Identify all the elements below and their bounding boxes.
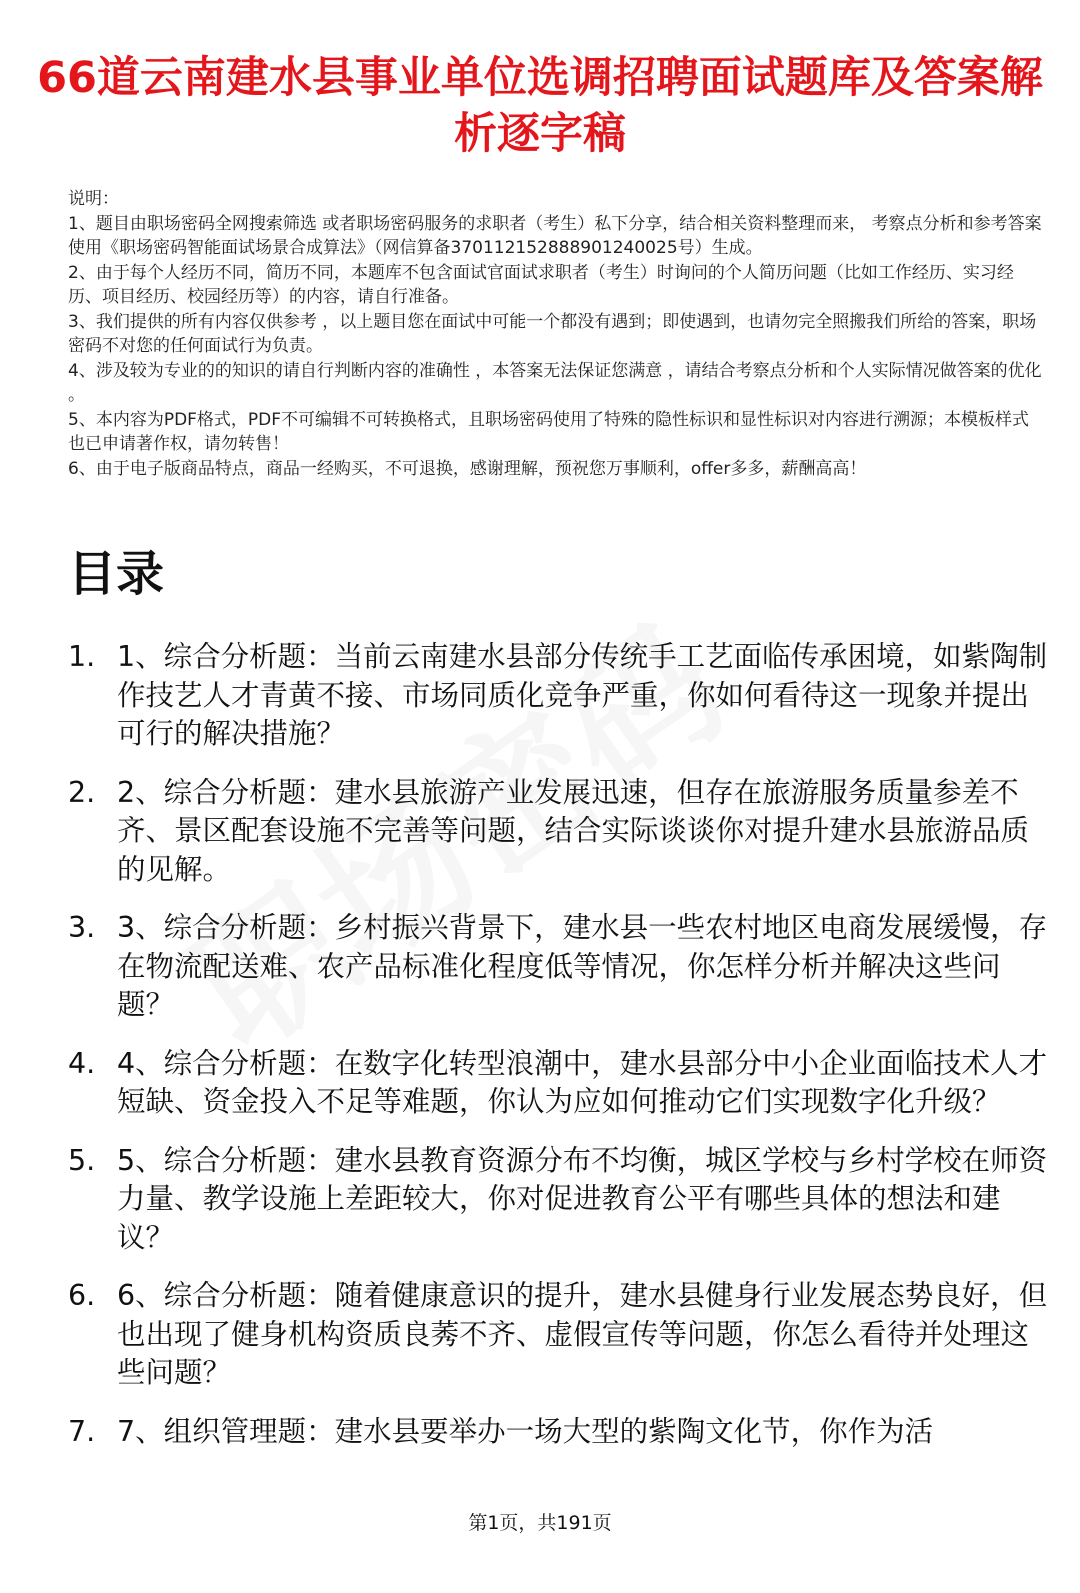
toc-item-text[interactable]: 6、综合分析题：随着健康意识的提升，建水县健身行业发展态势良好，但也出现了健身机构资质良莠不齐、虚假宣传等问题，你怎么看待并处理这些问题？ xyxy=(117,1279,1048,1389)
toc-item-number: 3. xyxy=(68,911,96,944)
document-title: 66道云南建水县事业单位选调招聘面试题库及答案解析逐字稿 xyxy=(37,53,1043,159)
toc-item[interactable] xyxy=(68,1045,1053,1122)
toc-item-text[interactable]: 2、综合分析题：建水县旅游产业发展迅速，但存在旅游服务质量参差不齐、景区配套设施不完善等问题，结合实际谈谈你对提升建水县旅游品质的见解。 xyxy=(117,775,1030,886)
toc-item-text[interactable]: 4、综合分析题：在数字化转型浪潮中，建水县部分中小企业面临技术人才短缺、资金投入不足等难题，你认为应如何推动它们实现数字化升级？ xyxy=(117,1046,1048,1118)
toc-item[interactable] xyxy=(68,774,1053,890)
toc-item-number: 1. xyxy=(68,640,96,673)
toc-item[interactable] xyxy=(68,1142,1053,1258)
toc-item[interactable] xyxy=(68,1277,1053,1393)
toc-item-text[interactable]: 3、综合分析题：乡村振兴背景下，建水县一些农村地区电商发展缓慢，存在物流配送难、农产品标准化程度低等情况，你怎样分析并解决这些问题？ xyxy=(117,911,1048,1021)
toc-item-text[interactable]: 7、组织管理题：建水县要举办一场大型的紫陶文化节，你作为活 xyxy=(117,1414,934,1448)
toc-item-number: 5. xyxy=(68,1143,96,1177)
note-item: 4、涉及较为专业的的知识的请自行判断内容的准确性 ，本答案无法保证您满意 ，请结合考察点分析和个人实际情况做答案的优化 。 xyxy=(68,360,1042,405)
note-item: 5、本内容为PDF格式，PDF不可编辑不可转换格式，且职场密码使用了特殊的隐性标识和显性标识对内容进行溯源；本模板样式也已申请著作权，请勿转售！ xyxy=(68,409,1030,454)
note-item: 6、由于电子版商品特点，商品一经购买，不可退换，感谢理解，预祝您万事顺利，offer多多，薪酬高高！ xyxy=(68,458,867,479)
toc-item-number: 7. xyxy=(68,1414,96,1448)
toc-item[interactable] xyxy=(68,1413,1053,1452)
notes-section xyxy=(68,187,1043,481)
toc-list xyxy=(68,638,1053,1471)
toc-item-number: 2. xyxy=(68,775,96,809)
toc-item-number: 4. xyxy=(68,1046,96,1080)
toc-item[interactable] xyxy=(68,909,1053,1025)
toc-item-text[interactable]: 5、综合分析题：建水县教育资源分布不均衡，城区学校与乡村学校在师资力量、教学设施上差距较大，你对促进教育公平有哪些具体的想法和建议？ xyxy=(117,1143,1048,1254)
toc-item-number: 6. xyxy=(68,1279,96,1312)
toc-heading: 目录 xyxy=(68,546,165,602)
note-item: 1、题目由职场密码全网搜索筛选 或者职场密码服务的求职者（考生）私下分享，结合相关资料整理而来， 考察点分析和参考答案使用《职场密码智能面试场景合成算法》（网信算备370112152888901240025号）生成。 xyxy=(68,213,1042,258)
page-footer: 第1页，共191页 xyxy=(468,1512,612,1534)
toc-item-text[interactable]: 1、综合分析题：当前云南建水县部分传统手工艺面临传承困境，如紫陶制作技艺人才青黄不接、市场同质化竞争严重，你如何看待这一现象并提出可行的解决措施？ xyxy=(117,640,1048,750)
note-item: 2、由于每个人经历不同，简历不同，本题库不包含面试官面试求职者（考生）时询问的个人简历问题（比如工作经历、实习经历、项目经历、校园经历等）的内容，请自行准备。 xyxy=(68,262,1014,307)
toc-item[interactable] xyxy=(68,638,1053,754)
notes-heading: 说明： xyxy=(68,189,119,209)
note-item: 3、我们提供的所有内容仅供参考 ，以上题目您在面试中可能一个都没有遇到；即使遇到，也请勿完全照搬我们所给的答案，职场密码不对您的任何面试行为负责。 xyxy=(68,311,1037,356)
